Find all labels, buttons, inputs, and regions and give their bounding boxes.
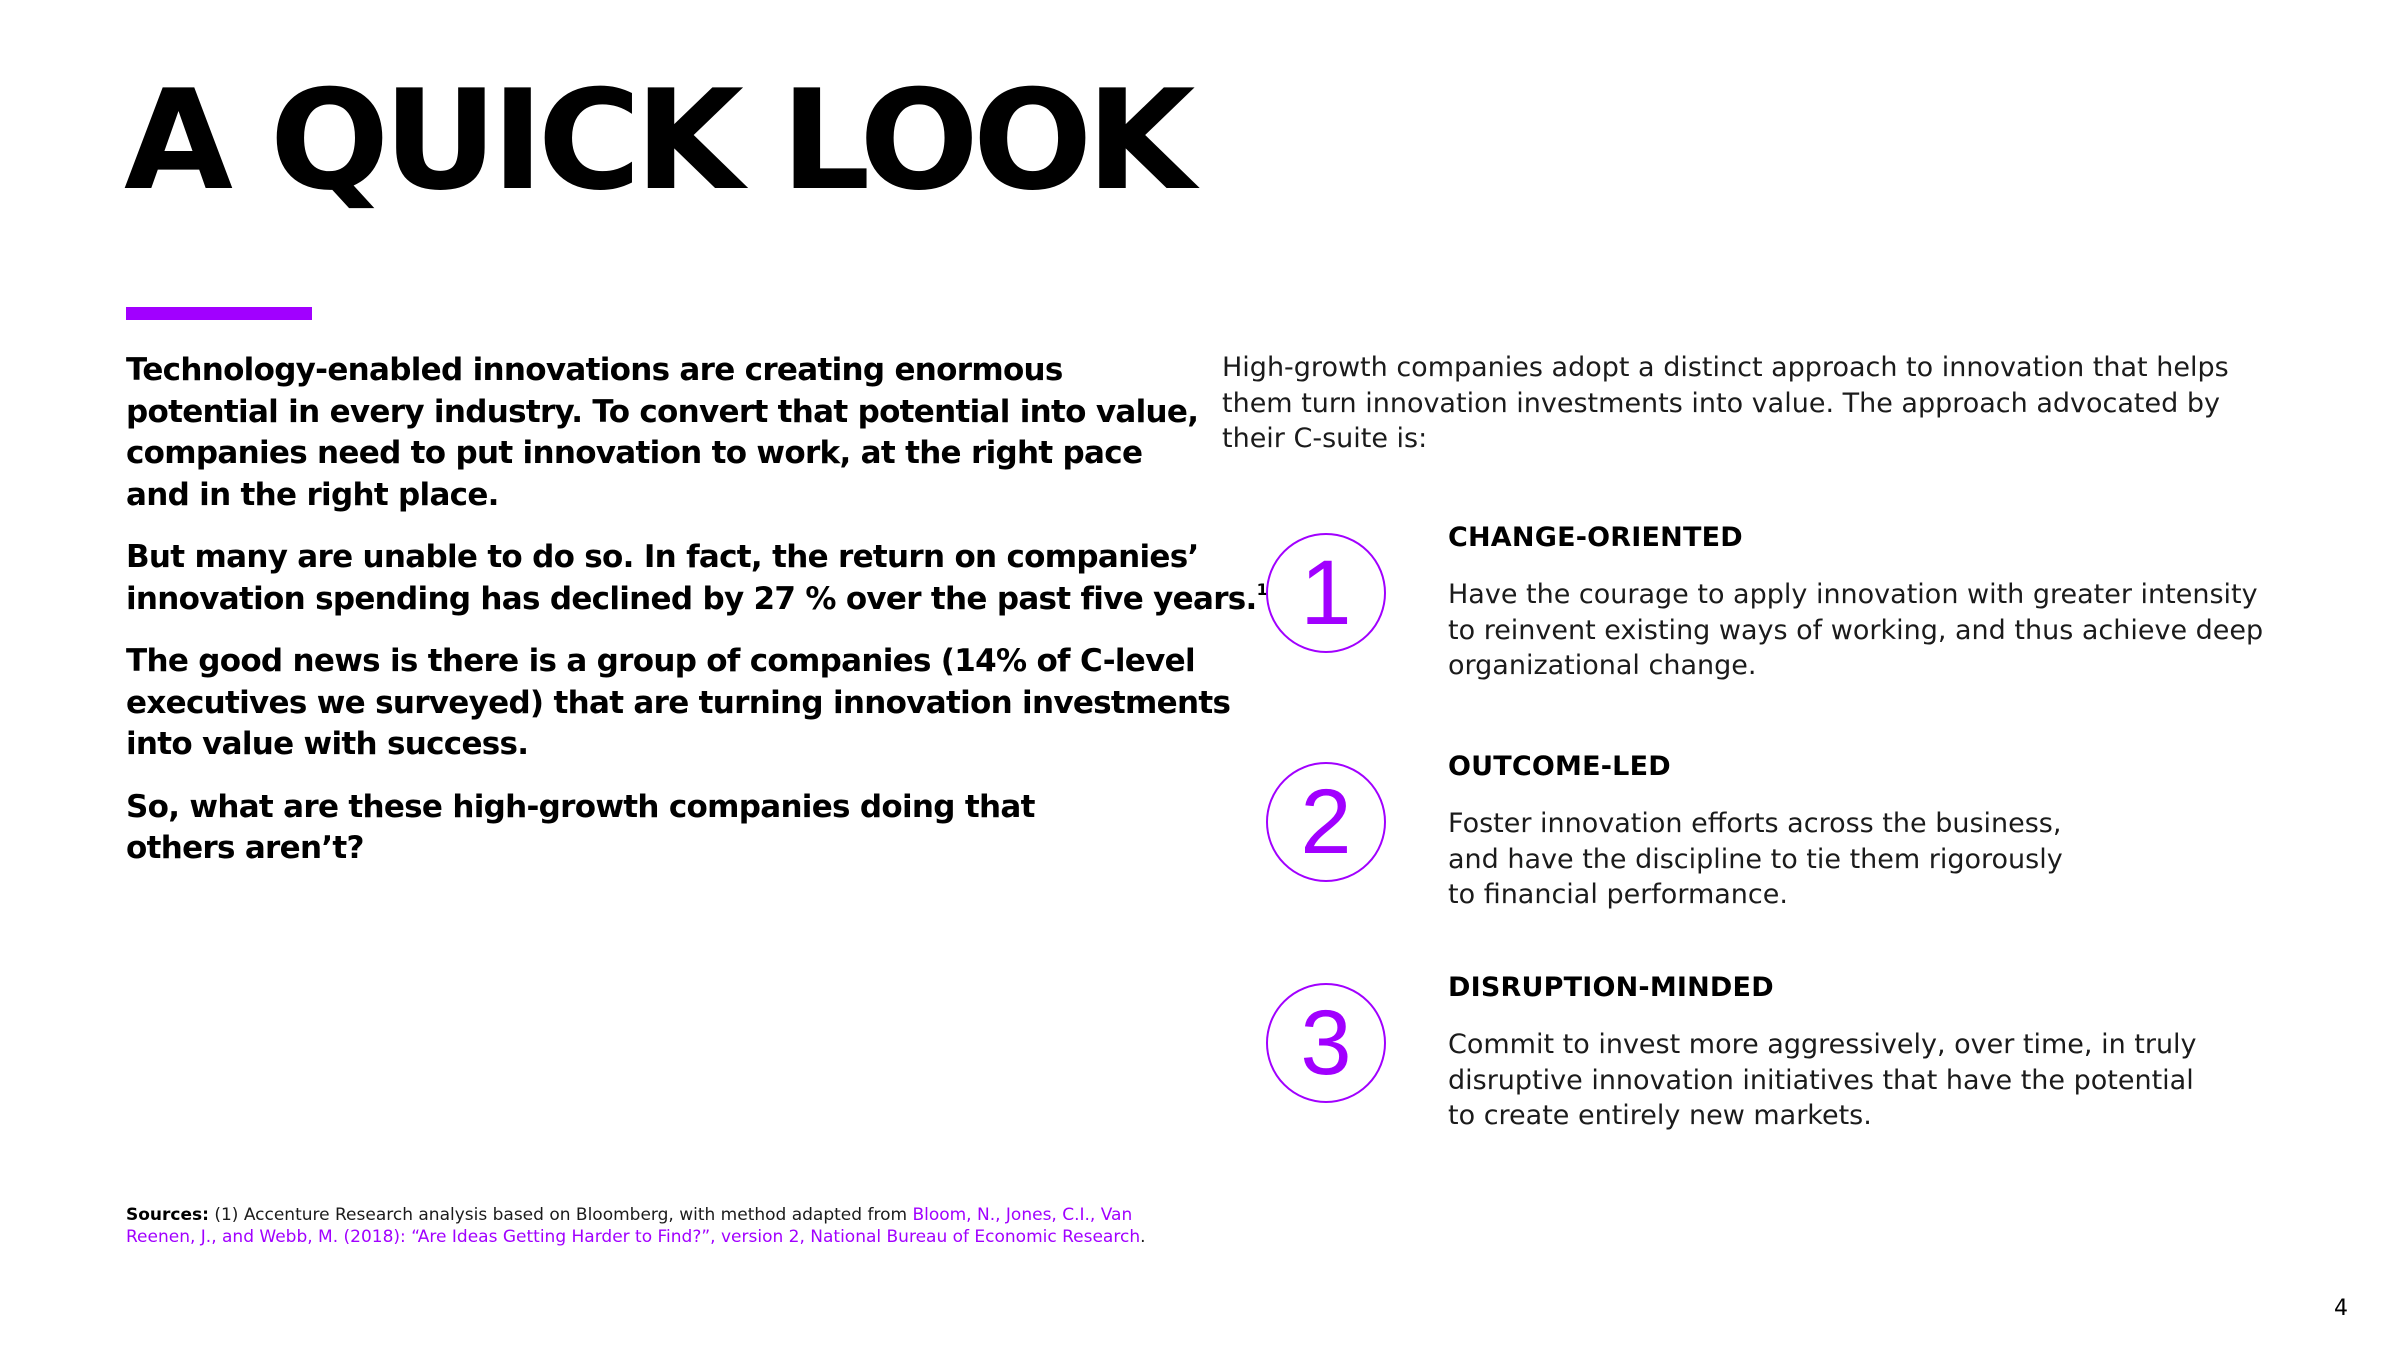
lead-p4-line-1: So, what are these high-growth companies doing that — [126, 788, 1035, 825]
item-desc-line: Foster innovation efforts across the business, — [1448, 808, 2062, 839]
lead-p4-line-2: others aren’t? — [126, 830, 364, 866]
item-heading: DISRUPTION-MINDED — [1448, 972, 1774, 1003]
number-circle-1: 1 — [1266, 533, 1386, 653]
lead-paragraph-4 — [126, 787, 1196, 870]
sources-text: (1) Accenture Research analysis based on Bloomberg, with method adapted from — [208, 1205, 913, 1225]
lead-p1-line-2: potential in every industry. To convert that potential into value, — [126, 393, 1199, 430]
item-desc-line: to create entirely new markets. — [1448, 1100, 1872, 1131]
footnote-reference: 1 — [1256, 579, 1268, 599]
intro-line-3: their C-suite is: — [1222, 423, 1428, 454]
item-desc-line: organizational change. — [1448, 650, 1757, 681]
item-desc-line: Commit to invest more aggressively, over time, in truly — [1448, 1029, 2197, 1060]
intro-paragraph — [1222, 350, 2252, 457]
intro-line-1: High-growth companies adopt a distinct approach to innovation that helps — [1222, 352, 2229, 383]
sources-citation-link[interactable]: Bloom, N., Jones, C.I., Van Reenen, J., and Webb, M. (2018): “Are Ideas Getting Harder to Find?”, version 2, National Bureau of Economic Research — [126, 1205, 1141, 1247]
lead-p1-line-1: Technology-enabled innovations are creating enormous — [126, 352, 1063, 388]
lead-p1-line-4: and in the right place. — [126, 476, 499, 513]
item-desc-line: to financial performance. — [1448, 879, 1788, 910]
item-heading: OUTCOME-LED — [1448, 751, 1671, 782]
lead-p3-line-3: into value with success. — [126, 726, 529, 762]
page-number: 4 — [2334, 1296, 2348, 1321]
accent-divider — [126, 307, 312, 320]
approach-item-outcome-led — [1262, 751, 2262, 910]
item-desc-line: disruptive innovation initiatives that have the potential — [1448, 1064, 2194, 1096]
lead-paragraph-3 — [126, 641, 1231, 766]
intro-line-2: them turn innovation investments into value. The approach advocated by — [1222, 387, 2220, 419]
item-desc-line: and have the discipline to tie them rigorously — [1448, 843, 2063, 875]
item-heading: CHANGE-ORIENTED — [1448, 522, 1743, 553]
lead-p1-line-3: companies need to put innovation to work, at the right pace — [126, 435, 1143, 471]
number-circle-2: 2 — [1266, 762, 1386, 882]
approach-item-disruption-minded — [1262, 972, 2262, 1131]
number-circle-3: 3 — [1266, 983, 1386, 1103]
item-description — [1448, 806, 2268, 913]
item-desc-line: Have the courage to apply innovation with greater intensity — [1448, 579, 2258, 610]
lead-p2-line-2: innovation spending has declined by 27 % over the past five years. — [126, 580, 1257, 617]
sources-end: . — [1140, 1227, 1146, 1247]
lead-p3-line-1: The good news is there is a group of companies (14% of C-level — [126, 643, 1195, 679]
approach-item-change-oriented — [1262, 522, 2264, 681]
item-description — [1448, 1027, 2268, 1134]
lead-column — [126, 350, 1268, 891]
page-title: A QUICK LOOK — [124, 60, 1190, 221]
lead-p2-line-1: But many are unable to do so. In fact, the return on companies’ — [126, 539, 1199, 575]
item-description — [1448, 577, 2268, 684]
sources-footnote — [126, 1204, 1206, 1248]
sources-label: Sources: — [126, 1205, 209, 1225]
lead-paragraph-1 — [126, 350, 1199, 516]
lead-paragraph-2 — [126, 537, 1268, 620]
item-desc-line: to reinvent existing ways of working, and thus achieve deep — [1448, 614, 2264, 646]
lead-p3-line-2: executives we surveyed) that are turning innovation investments — [126, 684, 1231, 721]
